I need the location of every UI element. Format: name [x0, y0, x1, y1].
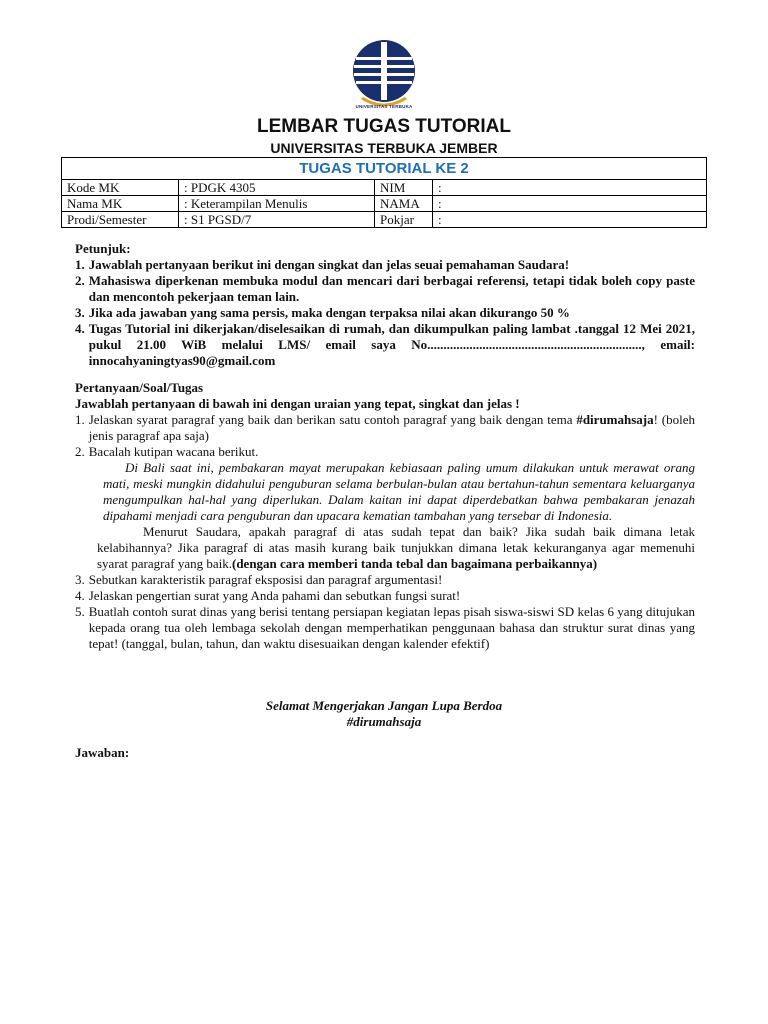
row-value: : S1 PGSD/7: [179, 212, 375, 228]
row-label2: NIM: [375, 180, 433, 196]
item-number: 4.: [75, 321, 85, 336]
university-logo: [348, 38, 420, 114]
row-label: Prodi/Semester: [62, 212, 179, 228]
petunjuk-section: [75, 241, 695, 369]
item-number: 2.: [75, 444, 85, 459]
q1-hashtag: #dirumahsaja: [576, 412, 654, 427]
item-text: Mahasiswa diperkenan membuka modul dan mencari dari berbagai referensi, tetapi tidak boleh copy paste dan mencontoh pekerjaan teman lain.: [88, 273, 695, 304]
answer-label: Jawaban:: [75, 745, 130, 760]
list-item: [75, 412, 695, 444]
tutorial-heading: TUGAS TUTORIAL KE 2: [62, 158, 707, 180]
closing-section: [0, 698, 768, 730]
q1-text: Jelaskan syarat paragraf yang baik dan berikan satu contoh paragraf yang baik dengan tema: [88, 412, 573, 427]
row-value2: :: [433, 180, 707, 196]
list-item: [75, 257, 695, 273]
quoted-passage: Di Bali saat ini, pembakaran mayat merupakan kebiasaan paling umum dilakukan untuk merawat orang mati, meski mungkin didahului penguburan selama berbulan-bulan atau bertahun-tahun sementara keluarganya mengumpulkan hal-hal yang diperlukan. Dalam kaitan ini dapat diperdebatkan bahwa pembakaran jenazah dipahami menjadi cara penguburan dan upacara kematian tambahan yang tersebar di Indonesia.: [103, 460, 695, 523]
questions-section: [75, 380, 695, 652]
item-number: 2.: [75, 273, 85, 288]
petunjuk-heading: Petunjuk:: [75, 241, 131, 256]
row-label2: NAMA: [375, 196, 433, 212]
questions-instruction: Jawablah pertanyaan di bawah ini dengan uraian yang tepat, singkat dan jelas !: [75, 396, 520, 411]
logo-text: UNIVERSITAS TERBUKA: [355, 104, 413, 109]
row-label: Kode MK: [62, 180, 179, 196]
questions-heading: Pertanyaan/Soal/Tugas: [75, 380, 204, 395]
item-number: 3.: [75, 572, 85, 587]
list-item: [75, 444, 695, 460]
row-value: : PDGK 4305: [179, 180, 375, 196]
item-text: Jelaskan pengertian surat yang Anda pahami dan sebutkan fungsi surat!: [88, 588, 461, 603]
page-subtitle: UNIVERSITAS TERBUKA JEMBER: [270, 140, 498, 156]
item-text: Bacalah kutipan wacana berikut.: [88, 444, 259, 459]
item-text: [89, 412, 695, 444]
list-item: [75, 321, 695, 369]
table-row: [62, 196, 707, 212]
q2-question: [75, 524, 695, 572]
table-row: [62, 212, 707, 228]
item-text: Sebutkan karakteristik paragraf eksposisi dan paragraf argumentasi!: [88, 572, 443, 587]
info-table: [61, 157, 707, 228]
item-text: Buatlah contoh surat dinas yang berisi tentang persiapan kegiatan lepas pisah siswa-siswi SD kelas 6 yang ditujukan kepada orang tua oleh lembaga sekolah dengan memperhatikan penggunaan bahasa dan struktur surat dinas yang tepat! (tanggal, bulan, tahun, dan waktu disesuaikan dengan kalender efektif): [88, 604, 695, 651]
row-label2: Pokjar: [375, 212, 433, 228]
item-number: 1.: [75, 257, 85, 272]
item-number: 5.: [75, 604, 85, 619]
item-text: Tugas Tutorial ini dikerjakan/diselesaikan di rumah, dan dikumpulkan paling lambat .tanggal 12 Mei 2021, pukul 21.00 WiB melalui LMS/ email saya No.................................................................., email: innocahyaningtyas90@gmail.com: [88, 321, 695, 368]
item-text: Jawablah pertanyaan berikut ini dengan singkat dan jelas seuai pemahaman Saudara!: [88, 257, 570, 272]
list-item: [75, 273, 695, 305]
list-item: [75, 588, 695, 604]
row-value2: :: [433, 196, 707, 212]
row-label: Nama MK: [62, 196, 179, 212]
q2-question-text: Menurut Saudara, apakah paragraf di atas sudah tepat dan baik? Jika sudah baik dimana letak kelabihannya? Jika paragraf di atas masih kurang baik tunjukkan dimana letak kekuranganya agar memenuhi syarat paragraf yang baik.: [97, 524, 695, 571]
closing-line: Selamat Mengerjakan Jangan Lupa Berdoa: [265, 698, 503, 713]
list-item: [75, 305, 695, 321]
item-number: 4.: [75, 588, 85, 603]
table-row: [62, 180, 707, 196]
row-value: : Keterampilan Menulis: [179, 196, 375, 212]
page-title: LEMBAR TUGAS TUTORIAL: [256, 116, 512, 137]
q2-bold-note: (dengan cara memberi tanda tebal dan bagaimana perbaikannya): [232, 556, 598, 571]
item-number: 1.: [75, 412, 85, 427]
list-item: [75, 604, 695, 652]
closing-hashtag: #dirumahsaja: [346, 714, 422, 729]
item-text: Jika ada jawaban yang sama persis, maka dengan terpaksa nilai akan dikurango 50 %: [88, 305, 570, 320]
row-value2: :: [433, 212, 707, 228]
q1-tail: ! (boleh jenis paragraf apa saja): [88, 412, 696, 443]
item-number: 3.: [75, 305, 85, 320]
list-item: [75, 572, 695, 588]
